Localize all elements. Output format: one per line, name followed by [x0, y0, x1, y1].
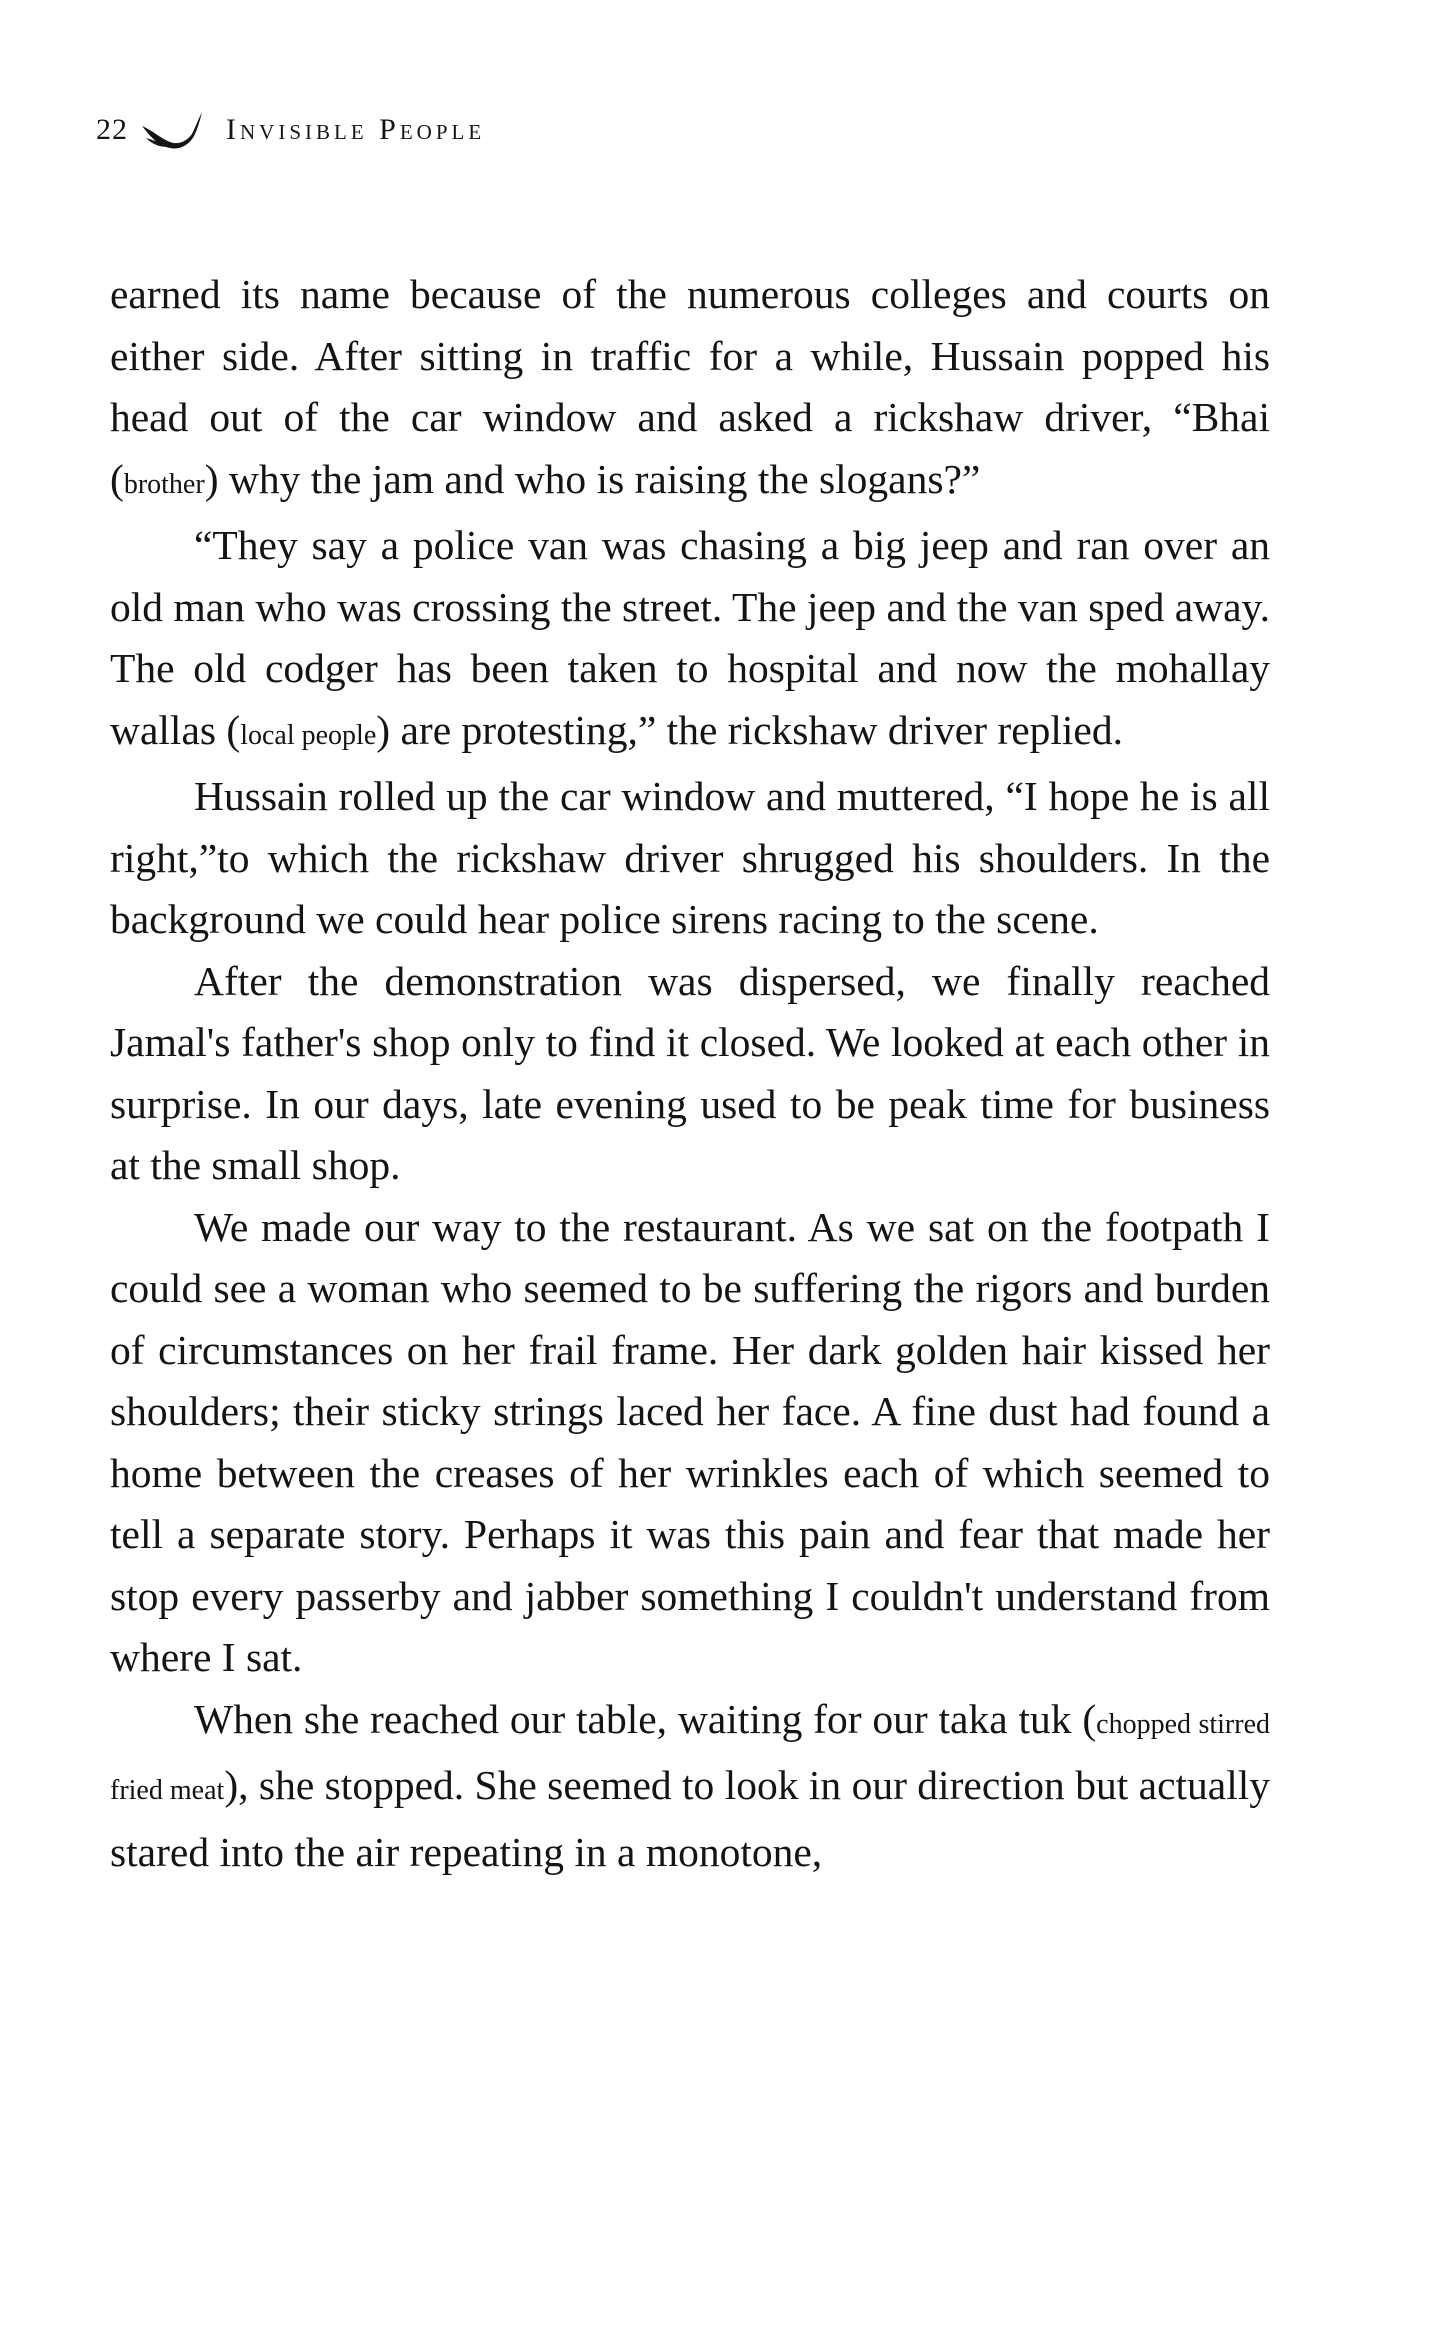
- gloss: chopped stirred fried meat: [110, 1708, 1270, 1806]
- text-run: We made our way to the restaurant. As we sat on the footpath I could see a woman who seemed to be suffering the rigors and burden of circumstances on her frail frame. Her dark golden hair kissed her shoulders; their sticky strings laced her face. A fine dust had found a home between the creases of her wrinkles each of which seemed to tell a separate story. Perhaps it was this pain and fear that made her stop every passerby and jabber something I couldn't understand from where I sat.: [110, 1203, 1270, 1680]
- running-header: [96, 108, 485, 152]
- bird-icon: [140, 108, 206, 152]
- text-run: Hussain rolled up the car window and muttered, “I hope he is all right,”to which the rickshaw driver shrugged his shoulders. In the background we could hear police sirens racing to the scene.: [110, 773, 1270, 942]
- paragraph: [110, 951, 1270, 1197]
- text-run: After the demonstration was dispersed, we finally reached Jamal's father's shop only to find it closed. We looked at each other in surprise. In our days, late evening used to be peak time for business at the small shop.: [110, 957, 1270, 1188]
- running-title: Invisible People: [226, 113, 486, 146]
- paragraph: [110, 1197, 1270, 1689]
- text-run: When she reached our table, waiting for our taka tuk (: [194, 1695, 1097, 1742]
- text-run: “They say a police van was chasing a big jeep and ran over an old man who was crossing the street. The jeep and the van sped away. The old codger has been taken to hospital and now the mohallay wallas (: [110, 522, 1270, 753]
- paragraph: [110, 515, 1270, 766]
- gloss: brother: [123, 468, 205, 500]
- text-run: ) why the jam and who is raising the slogans?”: [204, 455, 981, 502]
- text-run: ), she stopped. She seemed to look in our direction but actually stared into the air repeating in a monotone,: [110, 1762, 1270, 1875]
- text-run: ) are protesting,” the rickshaw driver replied.: [376, 706, 1123, 753]
- body-text: [110, 264, 1270, 1883]
- page-number: 22: [96, 113, 128, 146]
- paragraph: [110, 1689, 1270, 1884]
- paragraph: [110, 766, 1270, 951]
- text-run: earned its name because of the numerous colleges and courts on either side. After sitting in traffic for a while, Hussain popped his head out of the car window and asked a rickshaw driver, “Bhai (: [110, 271, 1270, 502]
- gloss: local people: [240, 719, 377, 751]
- paragraph: [110, 264, 1270, 515]
